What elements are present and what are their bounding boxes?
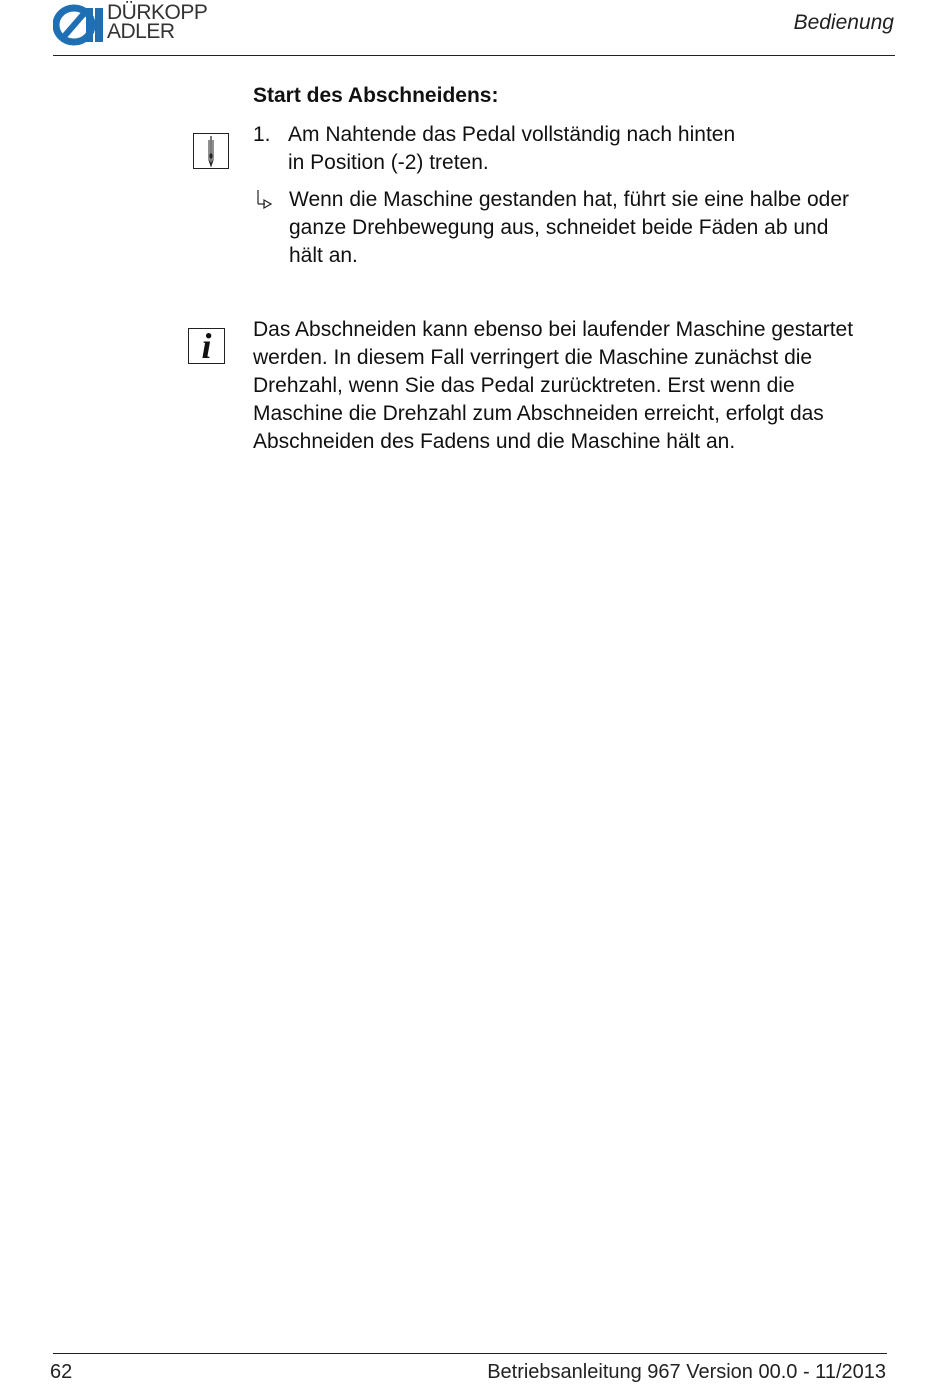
logo-wordmark (107, 3, 207, 41)
result-line-2: ganze Drehbewegung aus, schneidet beide Fäden ab und (289, 216, 829, 239)
information-letter: i (201, 326, 212, 366)
logo-line-2: ADLER (107, 20, 175, 43)
info-note (253, 316, 903, 456)
document-info: Betriebsanleitung 967 Version 00.0 - 11/2013 (487, 1361, 886, 1383)
result-line-3: hält an. (289, 244, 358, 267)
footer-divider (53, 1353, 887, 1354)
duerkopp-adler-logo-icon (53, 4, 105, 46)
step-number: 1. (253, 123, 271, 146)
information-icon (188, 328, 225, 364)
step-line-2: in Position (-2) treten. (288, 151, 489, 174)
info-line-3: Drehzahl, wenn Sie das Pedal zurücktreten. Erst wenn die (253, 374, 795, 397)
brand-logo (53, 1, 223, 46)
logo-line-1: DÜRKOPP (107, 1, 208, 24)
header-section-title: Bedienung (793, 11, 894, 34)
step-text (288, 121, 888, 177)
section-heading: Start des Abschneidens: (253, 84, 499, 107)
info-line-4: Maschine die Drehzahl zum Abschneiden erreicht, erfolgt das (253, 402, 824, 425)
needle-icon (193, 133, 229, 169)
info-line-2: werden. In diesem Fall verringert die Maschine zunächst die (253, 346, 813, 369)
result-arrow-icon (254, 189, 274, 211)
result-line-1: Wenn die Maschine gestanden hat, führt sie eine halbe oder (289, 188, 849, 211)
info-line-1: Das Abschneiden kann ebenso bei laufender Maschine gestartet (253, 318, 854, 341)
step-line-1: Am Nahtende das Pedal vollständig nach hinten (288, 123, 736, 146)
info-line-5: Abschneiden des Fadens und die Maschine hält an. (253, 430, 736, 453)
header-divider (53, 55, 895, 56)
result-text (289, 186, 899, 270)
page-number: 62 (50, 1361, 73, 1383)
